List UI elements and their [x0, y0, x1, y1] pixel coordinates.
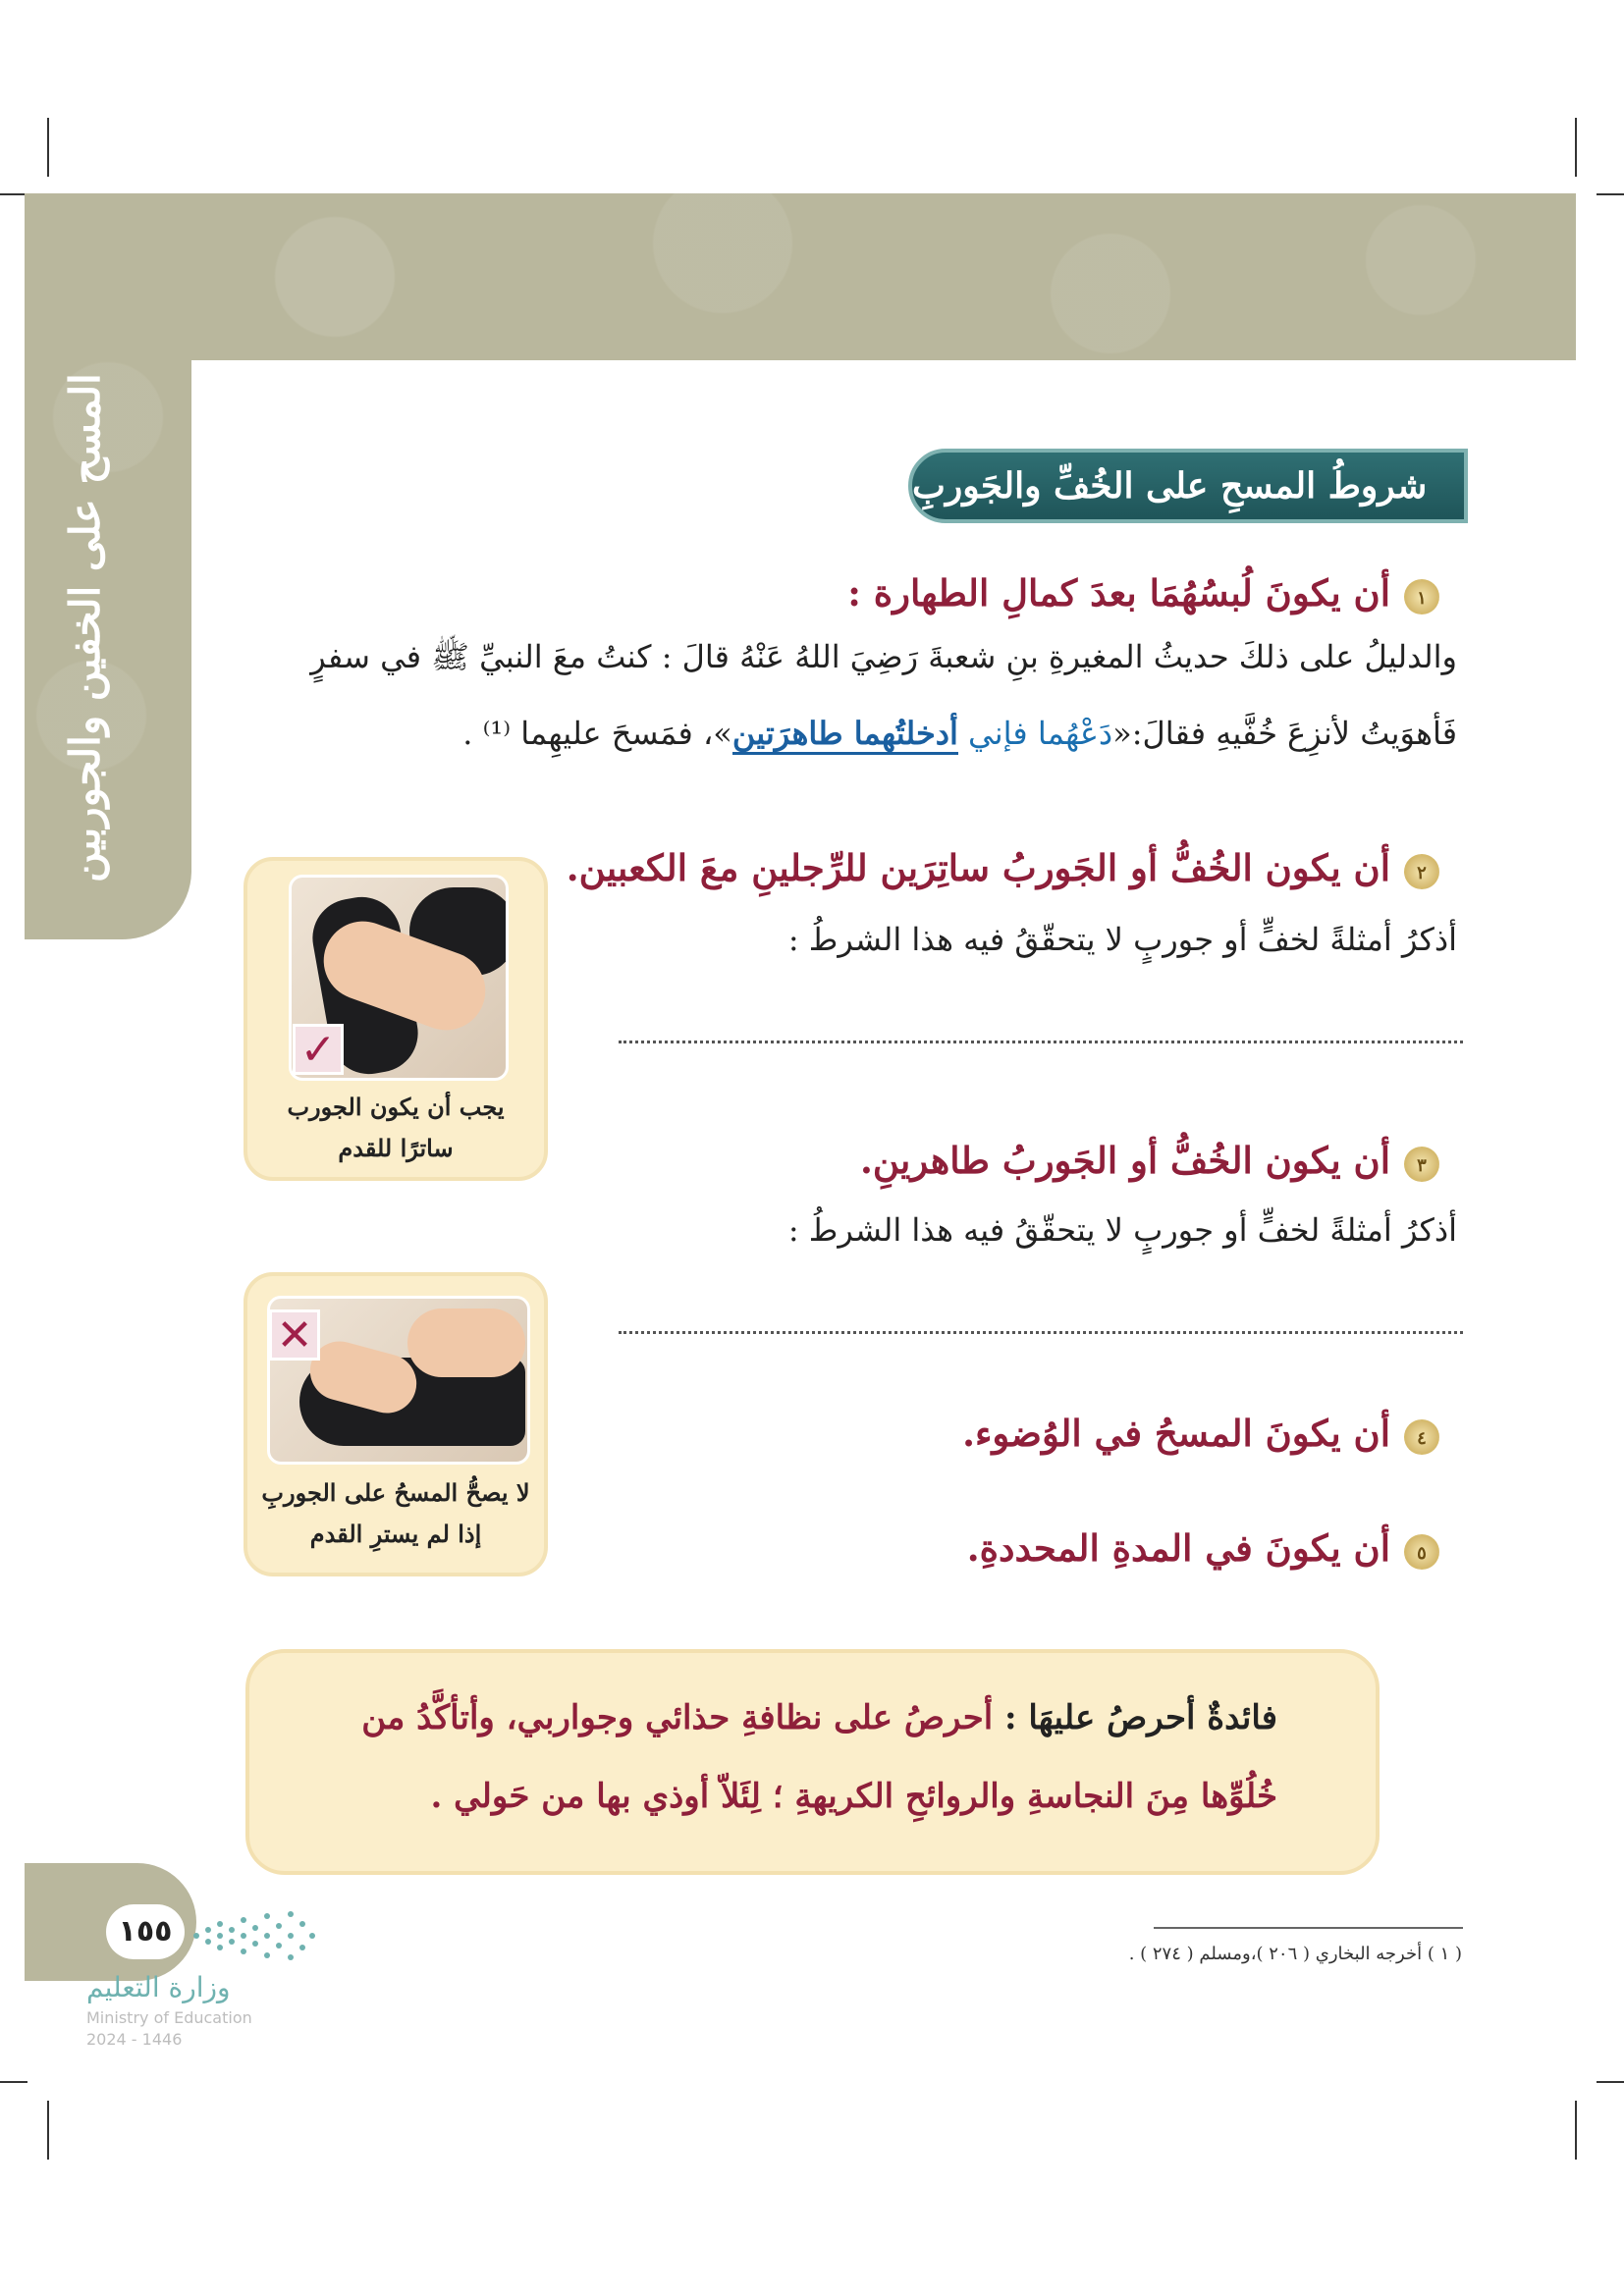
chapter-side-title: المسح على الخفين والجوربين	[61, 373, 109, 883]
condition-title: أن يكونَ لُبسُهُمَا بعدَ كمالِ الطهارة :	[847, 571, 1390, 614]
benefit-label: فائدةٌ أحرصُ عليهَا :	[1004, 1698, 1277, 1737]
crop-mark	[1597, 2081, 1624, 2083]
condition-title: أن يكونَ في المدةِ المحددةِ.	[966, 1526, 1390, 1570]
hadith-text: دَعْهُما فإني	[957, 715, 1113, 752]
evidence-end: »، فمَسحَ عليهِما ⁽¹⁾ .	[462, 715, 732, 752]
ministry-name-arabic: وزارة التعليم	[86, 1971, 231, 2003]
crop-mark	[1575, 2101, 1577, 2160]
answer-line[interactable]	[619, 1041, 1463, 1043]
footnote: ( ١ ) أخرجه البخاري ( ٢٠٦ )،ومسلم ( ٢٧٤ ) .	[1128, 1944, 1462, 1964]
answer-line[interactable]	[619, 1331, 1463, 1334]
number-badge: ٤	[1404, 1419, 1439, 1455]
number-badge: ٣	[1404, 1147, 1439, 1182]
correct-example-card	[244, 857, 548, 1181]
exercise-prompt: أذكرُ أمثلةً لخفٍّ أو جوربٍ لا يتحقّقُ فيه هذا الشرطُ :	[787, 1211, 1457, 1249]
number-badge: ١	[1404, 579, 1439, 614]
number-badge: ٥	[1404, 1534, 1439, 1570]
benefit-box	[245, 1649, 1380, 1875]
condition-title: أن يكون الخُفُّ أو الجَوربُ طاهرينِ.	[859, 1139, 1390, 1182]
ministry-logo-dots	[187, 1906, 319, 1965]
number-badge: ٢	[1404, 854, 1439, 889]
page-number: ١٥٥	[106, 1904, 185, 1959]
hadith-emphasis: أدخلتُهما طاهرَتين	[732, 715, 958, 755]
card-caption-line-1: يجب أن يكون الجورب	[287, 1093, 505, 1121]
condition-title: أن يكونَ المسحُ في الوُضوء.	[962, 1412, 1390, 1455]
footnote-rule	[1154, 1927, 1463, 1929]
benefit-text: أحرصُ على نظافةِ حذائي وجواربي، وأتأكَّدُ من	[361, 1698, 1005, 1737]
crop-mark	[0, 193, 27, 195]
crop-mark	[0, 2081, 27, 2083]
condition-5	[967, 1526, 1439, 1570]
crop-mark	[1575, 118, 1577, 177]
condition-1	[847, 571, 1439, 614]
benefit-line-2: خُلُوِّها مِنَ النجاسةِ والروائحِ الكريهةِ ؛ لِئَلاّ أوذي بها من حَولي .	[430, 1777, 1277, 1816]
evidence-start: فَأهوَيتُ لأنزِعَ خُفَّيهِ فقالَ:«	[1112, 715, 1457, 752]
card-caption-line-2: إذا لم يسترِ القدم	[309, 1520, 482, 1548]
crop-mark	[47, 118, 49, 177]
crop-mark	[47, 2101, 49, 2160]
exercise-prompt: أذكرُ أمثلةً لخفٍّ أو جوربٍ لا يتحقّقُ فيه هذا الشرطُ :	[787, 921, 1457, 958]
section-banner	[908, 449, 1468, 523]
card-caption-line-2: ساترًا للقدم	[338, 1134, 454, 1162]
condition-3	[860, 1139, 1439, 1182]
crop-mark	[1597, 193, 1624, 195]
benefit-line-1	[361, 1698, 1277, 1737]
foot-shape	[407, 1308, 525, 1377]
header-band	[25, 193, 1576, 360]
wrong-example-card	[244, 1272, 548, 1576]
section-title: شروطُ المسحِ على الخُفِّ والجَوربِ	[912, 465, 1428, 507]
evidence-line-2	[462, 715, 1457, 752]
ministry-name-english: Ministry of Education	[86, 2008, 252, 2027]
ministry-year: 2024 - 1446	[86, 2030, 183, 2049]
evidence-line-1: والدليلُ على ذلكَ حديثُ المغيرةِ بنِ شعبةَ رَضِيَ اللهُ عَنْهُ قالَ : كنتُ معَ النبيِّ ﷺ في سفرٍ	[310, 638, 1457, 675]
card-caption-line-1: لا يصحُّ المسحُ على الجوربِ	[261, 1478, 530, 1507]
condition-2	[567, 846, 1439, 889]
cross-icon: ✕	[269, 1309, 320, 1361]
check-icon: ✓	[293, 1024, 344, 1075]
condition-title: أن يكون الخُفُّ أو الجَوربُ ساتِرَين للرِّجلينِ معَ الكعبين.	[566, 846, 1390, 889]
condition-4	[962, 1412, 1439, 1455]
